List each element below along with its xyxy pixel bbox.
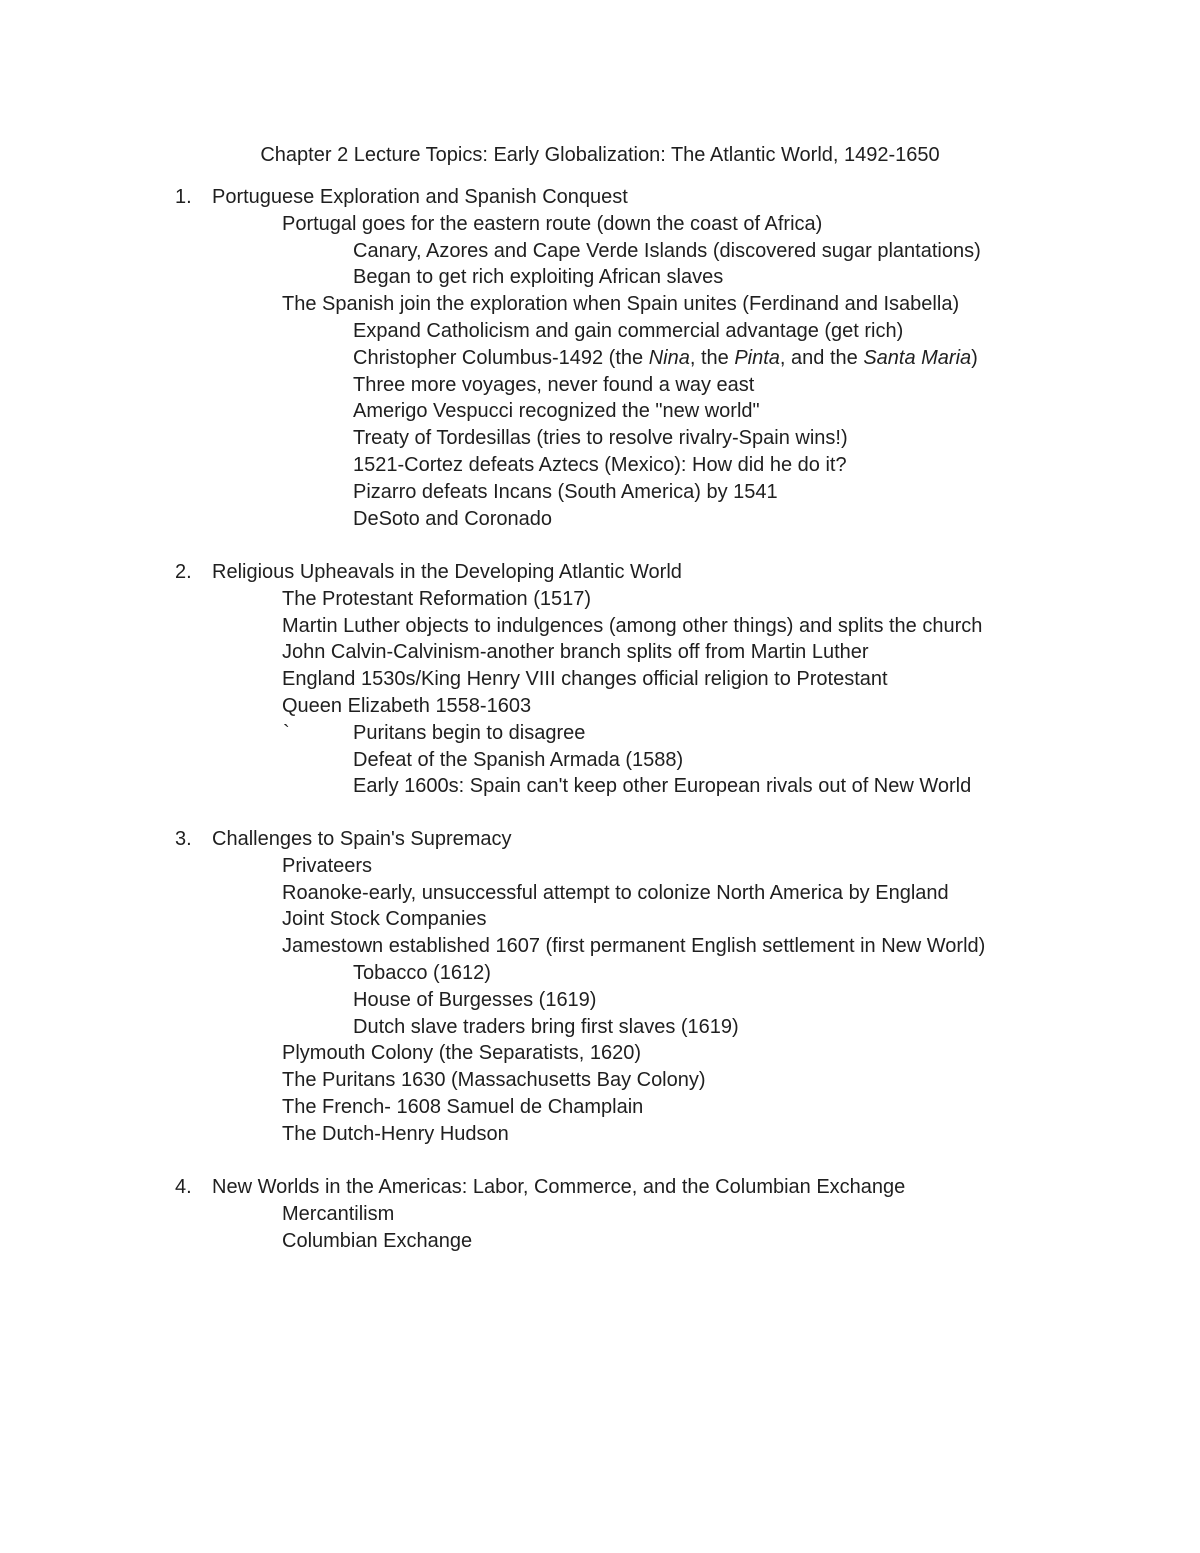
outline-item — [0, 987, 1200, 1014]
outline-item — [0, 853, 1200, 880]
outline-item — [0, 1201, 1200, 1228]
section-heading-line — [0, 184, 1200, 211]
outline-item — [0, 264, 1200, 291]
outline-item-text: Privateers — [282, 854, 373, 877]
outline-item — [0, 372, 1200, 399]
outline-subitem-text: Dutch slave traders bring first slaves (1619) — [353, 1015, 739, 1038]
text-run: Christopher Columbus-1492 (the — [353, 346, 649, 369]
outline-item-text: The French- 1608 Samuel de Champlain — [282, 1095, 644, 1118]
ship-name: Pinta — [734, 346, 780, 369]
outline-item — [0, 1094, 1200, 1121]
outline-item-text: Jamestown established 1607 (first permanent English settlement in New World) — [282, 935, 986, 958]
outline-item-text: Columbian Exchange — [282, 1229, 473, 1252]
outline-item — [0, 933, 1200, 960]
section-heading: New Worlds in the Americas: Labor, Commerce, and the Columbian Exchange — [212, 1176, 906, 1198]
outline-item — [0, 773, 1200, 800]
outline-item-text: The Puritans 1630 (Massachusetts Bay Colony) — [282, 1069, 706, 1092]
outline-section — [0, 184, 1200, 532]
ship-name: Santa Maria — [863, 346, 972, 369]
stray-mark: ` — [283, 721, 290, 744]
outline-item — [0, 1067, 1200, 1094]
outline-item — [0, 720, 1200, 747]
outline-item-text: Joint Stock Companies — [282, 908, 487, 931]
text-run: , the — [689, 346, 735, 369]
outline-item-text: England 1530s/King Henry VIII changes official religion to Protestant — [282, 668, 888, 691]
outline-item — [0, 1014, 1200, 1041]
section-heading: Portuguese Exploration and Spanish Conquest — [212, 186, 628, 208]
outline-subitem-text: DeSoto and Coronado — [353, 507, 553, 530]
outline-item — [0, 1121, 1200, 1148]
outline-item-text: Plymouth Colony (the Separatists, 1620) — [282, 1042, 642, 1065]
outline-item-text: John Calvin-Calvinism-another branch splits off from Martin Luther — [282, 641, 869, 664]
outline-subitem-text: Amerigo Vespucci recognized the "new world" — [353, 400, 760, 423]
outline-subitem-text: 1521-Cortez defeats Aztecs (Mexico): How did he do it? — [353, 453, 847, 476]
section-heading-line — [0, 826, 1200, 853]
outline-item — [0, 960, 1200, 987]
outline-subitem-text: Early 1600s: Spain can't keep other European rivals out of New World — [353, 775, 972, 798]
outline-item — [0, 586, 1200, 613]
outline-item — [0, 425, 1200, 452]
outline-item — [0, 398, 1200, 425]
outline-item — [0, 479, 1200, 506]
outline-item-text: The Spanish join the exploration when Spain unites (Ferdinand and Isabella) — [282, 293, 960, 316]
section-heading-line — [0, 559, 1200, 586]
outline-item — [0, 452, 1200, 479]
outline-subitem-text: Expand Catholicism and gain commercial advantage (get rich) — [353, 319, 904, 342]
section-number: 1. — [175, 186, 192, 208]
outline-item-text: Portugal goes for the eastern route (down the coast of Africa) — [282, 212, 823, 235]
outline-item — [0, 345, 1200, 372]
outline-item — [0, 291, 1200, 318]
outline-item-text: Mercantilism — [282, 1202, 395, 1225]
text-run: ) — [971, 346, 978, 369]
outline-subitem-text — [353, 345, 978, 372]
outline-item — [0, 506, 1200, 533]
section-number: 4. — [175, 1176, 192, 1198]
outline-item-text: The Dutch-Henry Hudson — [282, 1122, 509, 1145]
outline-item — [0, 318, 1200, 345]
page-title: Chapter 2 Lecture Topics: Early Globalization: The Atlantic World, 1492-1650 — [260, 144, 940, 166]
outline-subitem-text: Three more voyages, never found a way east — [353, 373, 755, 396]
outline-item — [0, 906, 1200, 933]
outline-subitem-text: Tobacco (1612) — [353, 961, 491, 984]
outline-section — [0, 826, 1200, 1148]
outline-item-text: Martin Luther objects to indulgences (among other things) and splits the church — [282, 614, 983, 637]
outline-item-text: Queen Elizabeth 1558-1603 — [282, 694, 532, 717]
outline-subitem-text: Treaty of Tordesillas (tries to resolve rivalry-Spain wins!) — [353, 427, 848, 450]
text-run: , and the — [779, 346, 864, 369]
section-number: 3. — [175, 828, 192, 850]
section-heading: Challenges to Spain's Supremacy — [212, 828, 512, 850]
outline-item — [0, 238, 1200, 265]
outline-item — [0, 1040, 1200, 1067]
outline-item — [0, 639, 1200, 666]
outline-section — [0, 559, 1200, 800]
outline-item — [0, 211, 1200, 238]
section-heading: Religious Upheavals in the Developing Atlantic World — [212, 561, 682, 583]
section-number: 2. — [175, 561, 192, 583]
section-heading-line — [0, 1174, 1200, 1201]
outline-subitem-text: Puritans begin to disagree — [353, 721, 586, 744]
outline-item-text: Roanoke-early, unsuccessful attempt to colonize North America by England — [282, 881, 949, 904]
outline-section — [0, 1174, 1200, 1254]
ship-name: Nina — [648, 346, 690, 369]
outline-subitem-text: Canary, Azores and Cape Verde Islands (discovered sugar plantations) — [353, 239, 981, 262]
outline-item — [0, 747, 1200, 774]
outline-item — [0, 693, 1200, 720]
outline-subitem-text: Pizarro defeats Incans (South America) by 1541 — [353, 480, 778, 503]
outline-subitem-text: Began to get rich exploiting African slaves — [353, 266, 724, 289]
outline-item — [0, 880, 1200, 907]
outline-subitem-text: House of Burgesses (1619) — [353, 988, 597, 1011]
outline-item — [0, 1228, 1200, 1255]
outline-item — [0, 613, 1200, 640]
outline-item — [0, 666, 1200, 693]
outline-item-text: The Protestant Reformation (1517) — [282, 587, 592, 610]
outline-subitem-text: Defeat of the Spanish Armada (1588) — [353, 748, 684, 771]
